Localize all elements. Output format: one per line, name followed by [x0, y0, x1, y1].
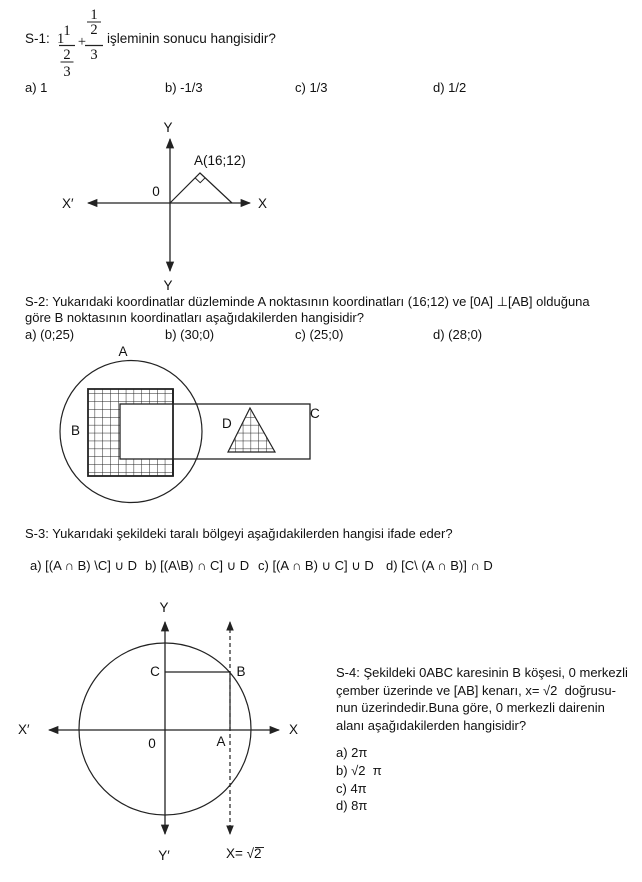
s4-question-line1: S-4: Şekildeki 0ABC karesinin B köşesi, 0 merkezli	[336, 665, 628, 680]
s2-label-y-top: Y	[163, 120, 173, 135]
s4-question-block	[336, 664, 628, 734]
s2-label-x-left: X′	[62, 196, 74, 211]
s3-answer-b: b) [(A\B) ∩ C] ∪ D	[145, 558, 250, 573]
s4-question-line2: çember üzerinde ve [AB] kenarı, x= √2 doğrusu-	[336, 682, 616, 698]
s3-label-a: A	[118, 344, 128, 359]
s2-answer-c: c) (25;0)	[295, 327, 344, 342]
s1-answer-a: a) 1	[25, 80, 48, 95]
s3-answer-c: c) [(A ∩ B) ∪ C] ∪ D	[258, 558, 374, 573]
s3-answer-a: a) [(A ∩ B) \C] ∪ D	[30, 558, 137, 573]
s4-question-line4: alanı aşağıdakilerden hangisidir?	[336, 717, 527, 733]
s1-question-text: işleminin sonucu hangisidir?	[107, 31, 276, 46]
s4-answer-b: b) √2 π	[336, 762, 382, 778]
s4-label-y-bottom: Y′	[158, 848, 170, 863]
s4-label-a: A	[216, 734, 226, 749]
s1-question-number: S-1:	[25, 31, 50, 46]
s3-label-c: C	[310, 406, 320, 421]
s4-label-x-right: X	[289, 722, 299, 737]
s2-label-y-bottom: Y	[163, 278, 173, 293]
s3-rectangle-c	[120, 404, 310, 459]
s1-frac2-num-den: 2	[90, 22, 98, 38]
s4-label-y-top: Y	[159, 600, 169, 615]
s2-right-angle-marker	[195, 178, 205, 183]
s1-lead-number: 1	[57, 31, 65, 47]
s2-question-line1: S-2: Yukarıdaki koordinatlar düzleminde A noktasının koordinatları (16;12) ve [0A] ⊥[AB] olduğuna	[25, 294, 590, 309]
s1-frac1-numerator: 1	[63, 23, 71, 39]
s2-answer-a: a) (0;25)	[25, 327, 75, 342]
s4-question-line3: nun üzerindedir.Buna göre, 0 merkezli dairenin	[336, 700, 605, 715]
s4-dashed-line-label: X= √2	[226, 846, 262, 861]
s3-label-d: D	[222, 416, 232, 431]
s2-coordinate-diagram	[0, 110, 340, 292]
s1-frac2-den: 3	[90, 47, 98, 63]
s1-answer-d: d) 1/2	[433, 80, 467, 95]
s3-answer-row	[0, 558, 642, 576]
s4-label-b: B	[236, 664, 246, 679]
s3-set-diagram	[40, 338, 340, 516]
s2-answer-b: b) (30;0)	[165, 327, 215, 342]
s1-frac1-den-den: 3	[63, 64, 71, 80]
s1-answer-b: b) -1/3	[165, 80, 203, 95]
s1-formula	[0, 0, 642, 80]
s3-answer-d: d) [C\ (A ∩ B)] ∩ D	[386, 558, 493, 573]
s1-answer-c: c) 1/3	[295, 80, 328, 95]
s1-frac1-den-num: 2	[63, 47, 71, 63]
s2-answer-d: d) (28;0)	[433, 327, 483, 342]
s1-frac2-num-num: 1	[90, 7, 98, 23]
s3-question: S-3: Yukarıdaki şekildeki taralı bölgeyi aşağıdakilerden hangisi ifade eder?	[25, 526, 453, 541]
s2-question-line2: göre B noktasının koordinatları aşağıdakilerden hangisidir?	[25, 310, 364, 325]
s2-label-origin: 0	[152, 184, 160, 199]
s4-answer-c: c) 4π	[336, 780, 367, 796]
s2-label-x-right: X	[258, 196, 268, 211]
s1-plus-operator: +	[77, 34, 87, 50]
s4-label-origin: 0	[148, 736, 156, 751]
s4-answer-d: d) 8π	[336, 798, 368, 814]
s4-label-x-left: X′	[18, 722, 30, 737]
s4-answer-list	[336, 744, 382, 815]
s2-label-point-a: A(16;12)	[194, 153, 246, 168]
s2-triangle	[170, 173, 232, 203]
s1-answer-row	[0, 80, 642, 98]
s4-label-c: C	[150, 664, 160, 679]
s4-circle-diagram	[0, 588, 332, 882]
s4-square-oabc	[165, 672, 230, 730]
s4-answer-a: a) 2π	[336, 745, 368, 760]
s3-label-b: B	[71, 423, 81, 438]
